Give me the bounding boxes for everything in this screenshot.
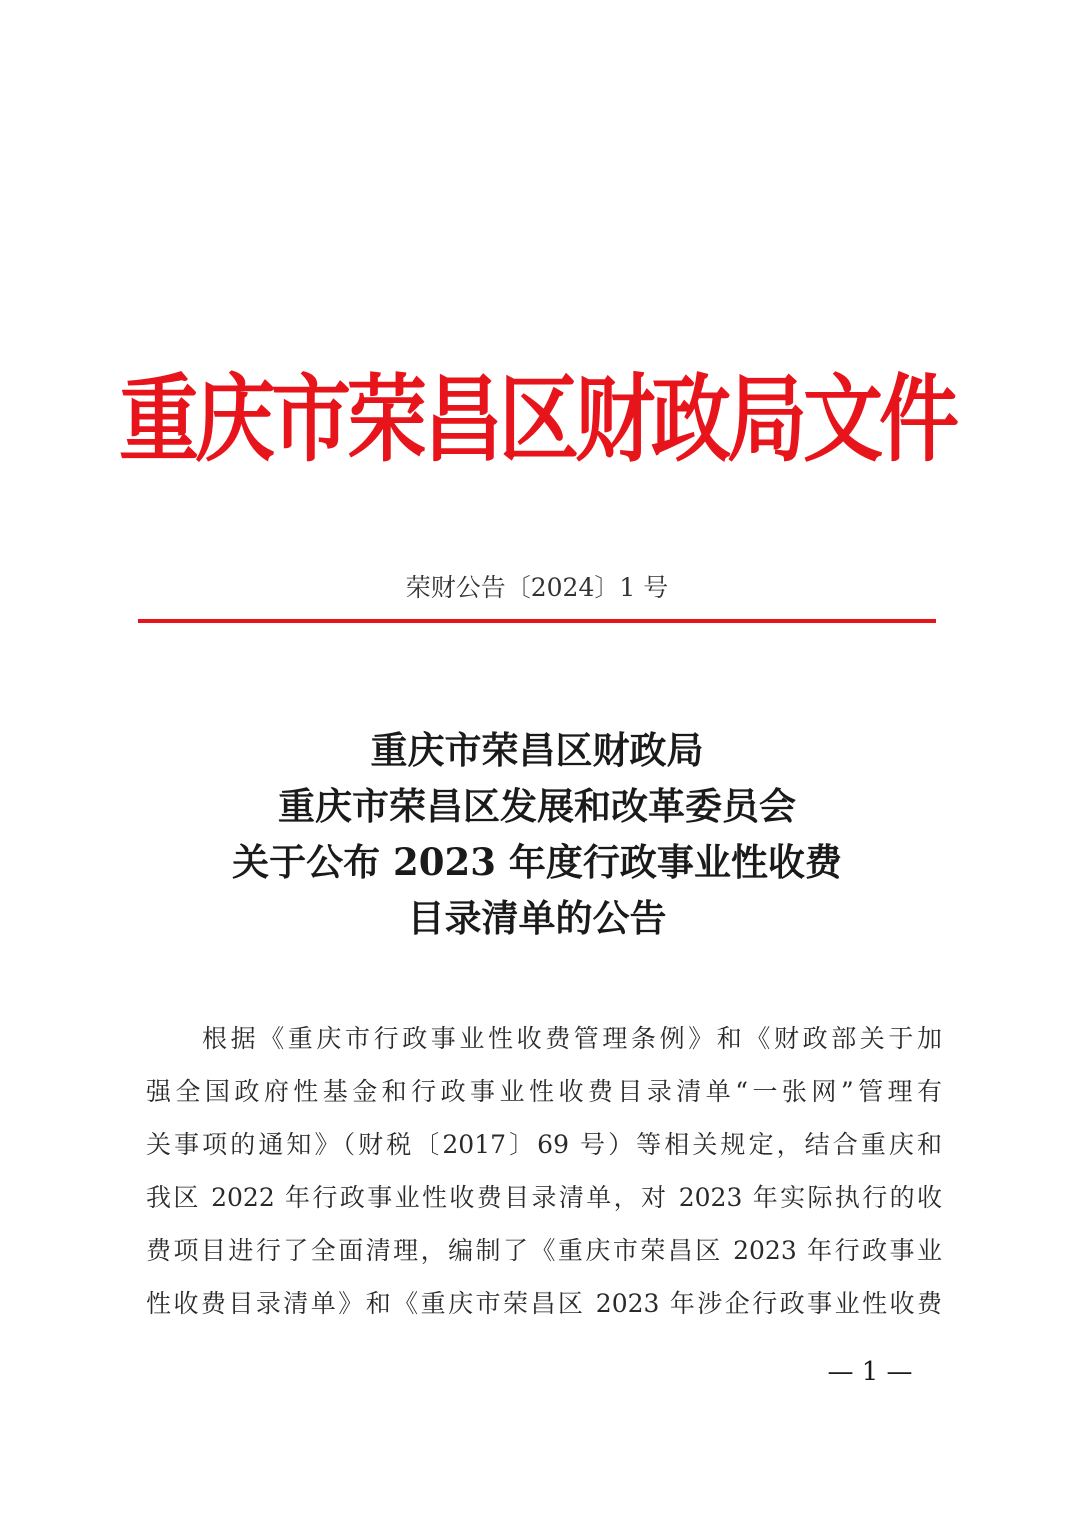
title-line: 重庆市荣昌区发展和改革委员会	[278, 784, 796, 828]
body-line: 费项目进行了全面清理，编制了《重庆市荣昌区 2023 年行政事业	[146, 1236, 942, 1265]
body-line: 强全国政府性基金和行政事业性收费目录清单“一张网”管理有	[146, 1077, 942, 1106]
body-line: 性收费目录清单》和《重庆市荣昌区 2023 年涉企行政事业性收费	[146, 1289, 942, 1318]
masthead-title: 重庆市荣昌区财政局文件	[119, 364, 955, 475]
red-divider-line	[138, 619, 936, 623]
page-number: — 1 —	[827, 1357, 913, 1387]
body-line: 我区 2022 年行政事业性收费目录清单，对 2023 年实际执行的收	[146, 1183, 942, 1212]
title-line: 关于公布 2023 年度行政事业性收费	[232, 840, 842, 884]
notice-title	[0, 722, 1074, 946]
title-line: 重庆市荣昌区财政局	[370, 728, 704, 772]
document-number: 荣财公告〔2024〕1 号	[405, 573, 669, 602]
body-line: 关事项的通知》（财税〔2017〕69 号）等相关规定，结合重庆和	[146, 1130, 942, 1159]
title-line: 目录清单的公告	[407, 896, 667, 940]
body-line: 根据《重庆市行政事业性收费管理条例》和《财政部关于加	[202, 1024, 942, 1053]
body-paragraph	[146, 1012, 942, 1330]
